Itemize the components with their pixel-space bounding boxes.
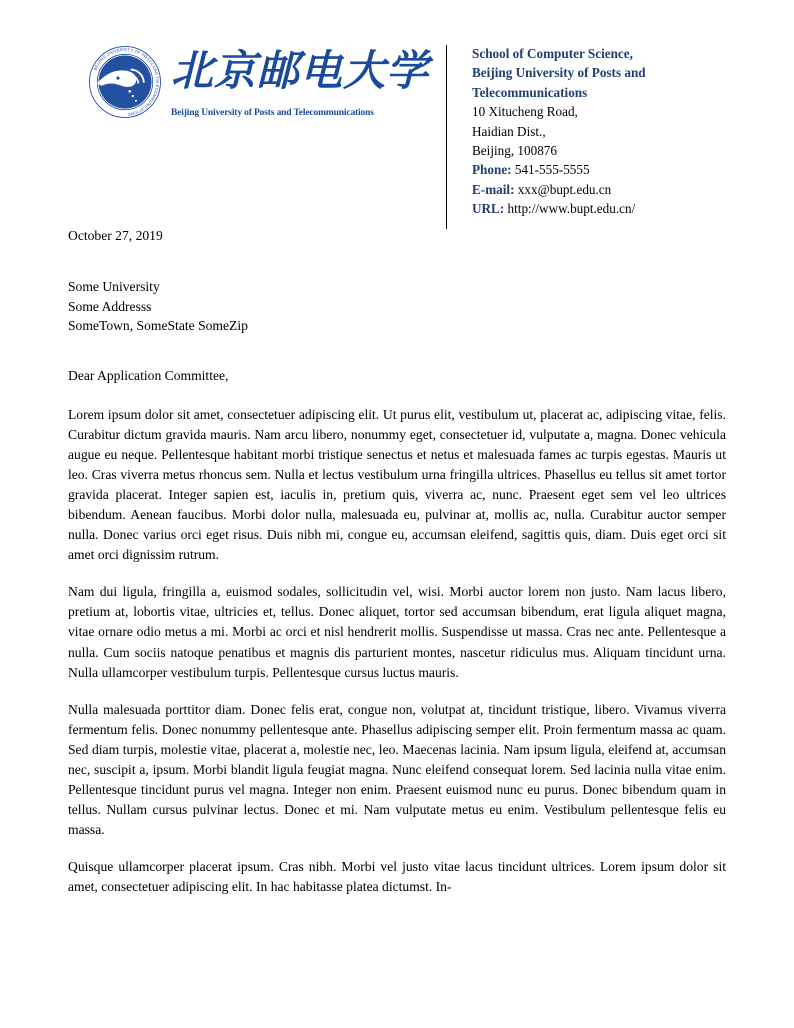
- svg-text:BEIJING UNIVERSITY OF POSTS AN: BEIJING UNIVERSITY OF POSTS AND TELECOMMUNICATIONS: [92, 46, 161, 118]
- wordmark-chinese: 北京邮电大学: [171, 46, 430, 95]
- letter-paragraphs: [68, 405, 726, 898]
- contact-url-row: [472, 199, 726, 218]
- contact-email-label: E-mail:: [472, 181, 515, 197]
- letter-paragraph: Lorem ipsum dolor sit amet, consectetuer adipiscing elit. Ut purus elit, vestibulum ut, placerat ac, adipiscing vitae, felis. Curabitur dictum gravida mauris. Nam arcu libero, nonummy eget, consectetuer id, vulputate a, magna. Donec vehicula augue eu neque. Pellentesque habitant morbi tristique senectus et netus et malesuada fames ac turpis egestas. Mauris ut leo. Cras viverra metus rhoncus sem. Nulla et lectus vestibulum urna fringilla ultrices. Phasellus eu tellus sit amet tortor gravida placerat. Integer sapien est, iaculis in, pretium quis, viverra ac, nunc. Praesent eget sem vel leo ultrices bibendum. Aenean faucibus. Morbi dolor nulla, malesuada eu, pulvinar at, mollis ac, nulla. Curabitur auctor semper nulla. Donec varius orci eget risus. Duis nibh mi, congue eu, accumsan eleifend, sagittis quis, diam. Duis eget orci sit amet orci dignissim rutrum.: [68, 406, 726, 563]
- contact-block: [472, 44, 726, 219]
- contact-address-line-3: Beijing, 100876: [472, 143, 557, 159]
- contact-phone-row: [472, 160, 726, 179]
- wordmark-english: Beijing University of Posts and Telecommunications: [171, 108, 374, 118]
- letter-body: [68, 226, 726, 911]
- contact-org-line-3: Telecommunications: [472, 84, 588, 100]
- contact-org-line-2: Beijing University of Posts and: [472, 65, 646, 81]
- bupt-seal-icon: [86, 43, 164, 121]
- contact-address-line-2: Haidian Dist.,: [472, 123, 546, 139]
- letterhead-divider-rule: [446, 45, 447, 229]
- letterhead: [68, 40, 726, 232]
- contact-email-row: [472, 180, 726, 199]
- salutation: Dear Application Committee,: [68, 367, 229, 383]
- contact-url-value[interactable]: http://www.bupt.edu.cn/: [507, 201, 636, 217]
- letter-paragraph: Nam dui ligula, fringilla a, euismod sodales, sollicitudin vel, wisi. Morbi auctor lorem non justo. Nam lacus libero, pretium at, lobortis vitae, ultricies et, tellus. Donec aliquet, tortor sed accumsan bibendum, erat ligula aliquet magna, vitae ornare odio metus a mi. Morbi ac orci et nisl hendrerit mollis. Suspendisse ut massa. Cras nec ante. Pellentesque a nulla. Cum sociis natoque penatibus et magnis dis parturient montes, nascetur ridiculus mus. Aliquam tincidunt urna. Nulla ullamcorper vestibulum turpis. Pellentesque cursus luctus mauris.: [68, 584, 726, 680]
- letter-paragraph: Quisque ullamcorper placerat ipsum. Cras nibh. Morbi vel justo vitae lacus tincidunt ultrices. Lorem ipsum dolor sit amet, consectetuer adipiscing elit. In hac habitasse platea dictumst. In-: [68, 859, 726, 895]
- letter-date: October 27, 2019: [68, 228, 163, 243]
- letter-paragraph: Nulla malesuada porttitor diam. Donec felis erat, congue non, volutpat at, tincidunt tristique, libero. Vivamus viverra fermentum felis. Donec nonummy pellentesque ante. Phasellus adipiscing semper elit. Proin fermentum massa ac quam. Sed diam turpis, molestie vitae, placerat a, molestie nec, leo. Maecenas lacinia. Nam ipsum ligula, eleifend at, accumsan nec, suscipit a, ipsum. Morbi blandit ligula feugiat magna. Nunc eleifend consequat lorem. Sed lacinia nulla vitae enim. Pellentesque tincidunt purus vel magna. Integer non enim. Praesent euismod nunc eu purus. Donec bibendum quam in tellus. Nullam cursus pulvinar lectus. Donec et mi. Nam vulputate metus eu enim. Vestibulum pellentesque felis eu massa.: [68, 701, 726, 838]
- recipient-line-2: Some Addresss: [68, 298, 152, 314]
- contact-phone-value: 541-555-5555: [514, 162, 590, 178]
- contact-address-line-1: 10 Xitucheng Road,: [472, 104, 578, 120]
- recipient-address: [68, 277, 726, 336]
- contact-phone-label: Phone:: [472, 162, 512, 178]
- recipient-line-3: SomeTown, SomeState SomeZip: [68, 318, 248, 333]
- university-logo: [68, 40, 430, 140]
- contact-url-label: URL:: [472, 201, 505, 217]
- contact-email-value[interactable]: xxx@bupt.edu.cn: [517, 181, 612, 197]
- contact-org-line-1: School of Computer Science,: [472, 46, 633, 61]
- recipient-line-1: Some University: [68, 279, 160, 294]
